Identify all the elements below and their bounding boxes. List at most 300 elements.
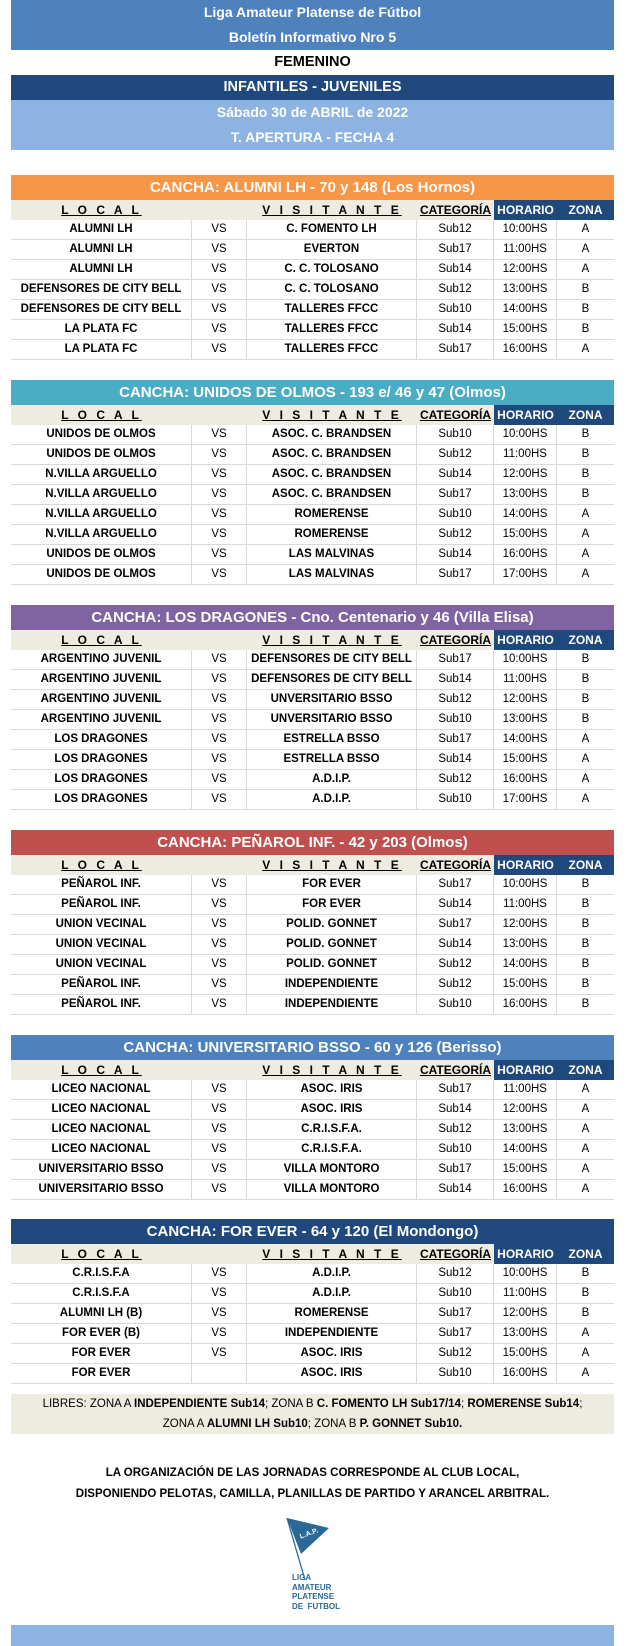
category: Sub17 (417, 485, 494, 504)
zone: B (581, 978, 590, 990)
col-header-visitante (247, 855, 417, 875)
local-team: LICEO NACIONAL (11, 1100, 192, 1119)
kickoff-time: 15:00HS (494, 1160, 557, 1179)
tournament-round: T. APERTURA - FECHA 4 (11, 125, 614, 150)
match-date: Sábado 30 de ABRIL de 2022 (11, 100, 614, 125)
kickoff-time: 16:00HS (494, 340, 557, 359)
match-row (11, 1324, 614, 1344)
cancha-section (11, 1035, 614, 1200)
col-header-vs (192, 630, 247, 650)
col-header-local (11, 1244, 192, 1264)
bottom-bar (11, 1625, 614, 1646)
match-row (11, 505, 614, 525)
col-header-local-label: L O C A L (61, 858, 142, 872)
category: Sub17 (417, 875, 494, 894)
col-header-categoria (417, 630, 494, 650)
kickoff-time: 17:00HS (494, 565, 557, 584)
match-row (11, 1344, 614, 1364)
local-team: N.VILLA ARGUELLO (11, 485, 192, 504)
vs-label: VS (192, 1264, 247, 1283)
vs-label: VS (192, 505, 247, 524)
kickoff-time: 15:00HS (494, 525, 557, 544)
vs-label: VS (192, 915, 247, 934)
match-row (11, 935, 614, 955)
match-row (11, 670, 614, 690)
libres-team: INDEPENDIENTE Sub14 (134, 1398, 265, 1410)
category: Sub17 (417, 1324, 494, 1343)
zone: B (581, 918, 590, 930)
organization-line-2: DISPONIENDO PELOTAS, CAMILLA, PLANILLAS DE PARTIDO Y ARANCEL ARBITRAL. (75, 1488, 550, 1500)
col-header-local-label: L O C A L (61, 203, 142, 217)
match-row (11, 650, 614, 670)
vs-label: VS (192, 670, 247, 689)
kickoff-time: 13:00HS (494, 1120, 557, 1139)
vs-label: VS (192, 995, 247, 1014)
column-header-row (11, 630, 614, 650)
local-team: ARGENTINO JUVENIL (11, 650, 192, 669)
kickoff-time: 11:00HS (494, 1284, 557, 1303)
vs-label: VS (192, 1304, 247, 1323)
col-header-zona-label: ZONA (568, 203, 603, 217)
category: Sub12 (417, 690, 494, 709)
visiting-team: DEFENSORES DE CITY BELL (247, 650, 417, 669)
kickoff-time: 11:00HS (494, 670, 557, 689)
category: Sub12 (417, 280, 494, 299)
kickoff-time: 12:00HS (494, 690, 557, 709)
gender-label: FEMENINO (11, 50, 614, 75)
kickoff-time: 11:00HS (494, 1080, 557, 1099)
kickoff-time: 10:00HS (494, 220, 557, 239)
match-row (11, 300, 614, 320)
visiting-team: TALLERES FFCC (247, 340, 417, 359)
kickoff-time: 14:00HS (494, 505, 557, 524)
zone: A (581, 793, 590, 805)
libres-text: ; ZONA B (307, 1418, 360, 1430)
col-header-zona (557, 630, 614, 650)
column-header-row (11, 1244, 614, 1264)
col-header-zona (557, 1244, 614, 1264)
local-team: ARGENTINO JUVENIL (11, 670, 192, 689)
libres-team: P. GONNET Sub10. (359, 1418, 463, 1430)
local-team: LICEO NACIONAL (11, 1140, 192, 1159)
category: Sub14 (417, 670, 494, 689)
match-row (11, 690, 614, 710)
match-row (11, 260, 614, 280)
league-title: Liga Amateur Platense de Fútbol (11, 0, 614, 25)
match-row (11, 1160, 614, 1180)
cancha-title: CANCHA: ALUMNI LH - 70 y 148 (Los Hornos) (11, 175, 614, 200)
match-row (11, 1284, 614, 1304)
visiting-team: VILLA MONTORO (247, 1160, 417, 1179)
visiting-team: UNVERSITARIO BSSO (247, 690, 417, 709)
visiting-team: LAS MALVINAS (247, 545, 417, 564)
col-header-visitante (247, 630, 417, 650)
zone: B (581, 938, 590, 950)
libres-line-1 (11, 1394, 614, 1414)
zone: A (581, 1367, 590, 1379)
local-team: UNIDOS DE OLMOS (11, 425, 192, 444)
col-header-visitante-label: V I S I T A N T E (262, 203, 402, 217)
vs-label: VS (192, 955, 247, 974)
column-header-row (11, 200, 614, 220)
local-team: DEFENSORES DE CITY BELL (11, 280, 192, 299)
logo-line: DE FUTBOL (292, 1601, 340, 1611)
match-row (11, 545, 614, 565)
visiting-team: ESTRELLA BSSO (247, 750, 417, 769)
local-team: UNIVERSITARIO BSSO (11, 1160, 192, 1179)
visiting-team: ROMERENSE (247, 1304, 417, 1323)
vs-label: VS (192, 650, 247, 669)
category: Sub14 (417, 465, 494, 484)
zone: B (581, 468, 590, 480)
match-row (11, 340, 614, 360)
col-header-categoria (417, 855, 494, 875)
column-header-row (11, 855, 614, 875)
kickoff-time: 11:00HS (494, 445, 557, 464)
category: Sub10 (417, 710, 494, 729)
category: Sub14 (417, 1180, 494, 1199)
kickoff-time: 15:00HS (494, 975, 557, 994)
col-header-categoria (417, 405, 494, 425)
col-header-local-label: L O C A L (61, 408, 142, 422)
col-header-zona-label: ZONA (568, 1063, 603, 1077)
visiting-team: TALLERES FFCC (247, 300, 417, 319)
zone: A (581, 753, 590, 765)
vs-label: VS (192, 710, 247, 729)
division-label: INFANTILES - JUVENILES (11, 75, 614, 100)
vs-label: VS (192, 445, 247, 464)
organization-line-1: LA ORGANIZACIÓN DE LAS JORNADAS CORRESPONDE AL CLUB LOCAL, (105, 1467, 520, 1479)
kickoff-time: 10:00HS (494, 1264, 557, 1283)
zone: A (581, 733, 590, 745)
match-row (11, 790, 614, 810)
zone: A (581, 548, 590, 560)
col-header-zona (557, 200, 614, 220)
local-team: LA PLATA FC (11, 340, 192, 359)
category: Sub17 (417, 1080, 494, 1099)
match-row (11, 485, 614, 505)
cancha-section (11, 605, 614, 810)
vs-label: VS (192, 525, 247, 544)
visiting-team: C.R.I.S.F.A. (247, 1140, 417, 1159)
vs-label: VS (192, 690, 247, 709)
zone: B (581, 448, 590, 460)
col-header-categoria-label: CATEGORÍA (419, 1247, 492, 1261)
visiting-team: INDEPENDIENTE (247, 975, 417, 994)
col-header-local-label: L O C A L (61, 1247, 142, 1261)
col-header-horario (494, 1060, 557, 1080)
zone: B (581, 283, 590, 295)
category: Sub17 (417, 340, 494, 359)
col-header-horario (494, 630, 557, 650)
kickoff-time: 13:00HS (494, 280, 557, 299)
match-row (11, 770, 614, 790)
category: Sub10 (417, 1140, 494, 1159)
local-team: PEÑAROL INF. (11, 895, 192, 914)
organization-note (11, 1463, 614, 1505)
match-row (11, 1140, 614, 1160)
col-header-visitante-label: V I S I T A N T E (262, 408, 402, 422)
zone: A (581, 1123, 590, 1135)
local-team: N.VILLA ARGUELLO (11, 525, 192, 544)
match-row (11, 1304, 614, 1324)
match-row (11, 565, 614, 585)
zone: A (581, 1103, 590, 1115)
match-row (11, 1180, 614, 1200)
match-row (11, 465, 614, 485)
local-team: PEÑAROL INF. (11, 975, 192, 994)
col-header-categoria-label: CATEGORÍA (419, 408, 492, 422)
zone: B (581, 713, 590, 725)
kickoff-time: 10:00HS (494, 425, 557, 444)
col-header-zona-label: ZONA (568, 858, 603, 872)
visiting-team: ASOC. C. BRANDSEN (247, 465, 417, 484)
col-header-horario-label: HORARIO (497, 858, 554, 872)
local-team: PEÑAROL INF. (11, 875, 192, 894)
category: Sub10 (417, 300, 494, 319)
vs-label: VS (192, 975, 247, 994)
vs-label: VS (192, 300, 247, 319)
kickoff-time: 16:00HS (494, 995, 557, 1014)
category: Sub12 (417, 525, 494, 544)
vs-label: VS (192, 260, 247, 279)
vs-label: VS (192, 565, 247, 584)
cancha-section (11, 1219, 614, 1384)
visiting-team: A.D.I.P. (247, 770, 417, 789)
zone: A (581, 343, 590, 355)
match-row (11, 955, 614, 975)
libres-text: ZONA A (162, 1418, 207, 1430)
zone: A (581, 1163, 590, 1175)
category: Sub10 (417, 1364, 494, 1383)
logo-wordmark (292, 1573, 340, 1611)
match-row (11, 320, 614, 340)
local-team: UNION VECINAL (11, 935, 192, 954)
local-team: N.VILLA ARGUELLO (11, 505, 192, 524)
col-header-categoria (417, 200, 494, 220)
col-header-categoria-label: CATEGORÍA (419, 633, 492, 647)
libres-note (11, 1394, 614, 1434)
local-team: FOR EVER (11, 1364, 192, 1383)
visiting-team: ASOC. IRIS (247, 1364, 417, 1383)
visiting-team: ROMERENSE (247, 505, 417, 524)
kickoff-time: 13:00HS (494, 935, 557, 954)
zone: B (581, 428, 590, 440)
category: Sub10 (417, 1284, 494, 1303)
cancha-title: CANCHA: UNIVERSITARIO BSSO - 60 y 126 (Berisso) (11, 1035, 614, 1060)
bulletin-number: Boletín Informativo Nro 5 (11, 25, 614, 50)
visiting-team: LAS MALVINAS (247, 565, 417, 584)
match-row (11, 995, 614, 1015)
kickoff-time: 15:00HS (494, 320, 557, 339)
col-header-zona-label: ZONA (568, 633, 603, 647)
col-header-visitante-label: V I S I T A N T E (262, 858, 402, 872)
col-header-zona (557, 405, 614, 425)
category: Sub17 (417, 650, 494, 669)
cancha-section (11, 830, 614, 1015)
zone: A (581, 508, 590, 520)
local-team: ALUMNI LH (B) (11, 1304, 192, 1323)
vs-label: VS (192, 1120, 247, 1139)
category: Sub12 (417, 1120, 494, 1139)
kickoff-time: 16:00HS (494, 770, 557, 789)
libres-team: ROMERENSE Sub14 (467, 1398, 580, 1410)
kickoff-time: 10:00HS (494, 650, 557, 669)
kickoff-time: 12:00HS (494, 1304, 557, 1323)
zone: B (581, 673, 590, 685)
kickoff-time: 13:00HS (494, 710, 557, 729)
local-team: UNIDOS DE OLMOS (11, 565, 192, 584)
visiting-team: FOR EVER (247, 895, 417, 914)
category: Sub14 (417, 1100, 494, 1119)
col-header-zona-label: ZONA (568, 408, 603, 422)
kickoff-time: 16:00HS (494, 1180, 557, 1199)
visiting-team: POLID. GONNET (247, 955, 417, 974)
vs-label: VS (192, 220, 247, 239)
col-header-vs (192, 855, 247, 875)
kickoff-time: 12:00HS (494, 465, 557, 484)
kickoff-time: 14:00HS (494, 955, 557, 974)
kickoff-time: 13:00HS (494, 1324, 557, 1343)
match-row (11, 915, 614, 935)
visiting-team: C. C. TOLOSANO (247, 260, 417, 279)
zone: A (581, 1083, 590, 1095)
match-row (11, 445, 614, 465)
zone: A (581, 223, 590, 235)
local-team: ARGENTINO JUVENIL (11, 710, 192, 729)
logo-line: LIGA (292, 1573, 312, 1582)
visiting-team: ESTRELLA BSSO (247, 730, 417, 749)
col-header-zona-label: ZONA (568, 1247, 603, 1261)
col-header-local (11, 405, 192, 425)
zone: A (581, 243, 590, 255)
bulletin-header (11, 0, 614, 150)
col-header-visitante (247, 1060, 417, 1080)
visiting-team: TALLERES FFCC (247, 320, 417, 339)
category: Sub14 (417, 750, 494, 769)
visiting-team: DEFENSORES DE CITY BELL (247, 670, 417, 689)
kickoff-time: 12:00HS (494, 260, 557, 279)
local-team: LICEO NACIONAL (11, 1080, 192, 1099)
category: Sub17 (417, 240, 494, 259)
vs-label: VS (192, 750, 247, 769)
category: Sub12 (417, 1344, 494, 1363)
zone: B (581, 1267, 590, 1279)
cancha-title: CANCHA: FOR EVER - 64 y 120 (El Mondongo) (11, 1219, 614, 1244)
match-row (11, 425, 614, 445)
col-header-zona (557, 1060, 614, 1080)
col-header-horario-label: HORARIO (497, 408, 554, 422)
vs-label: VS (192, 1140, 247, 1159)
kickoff-time: 14:00HS (494, 730, 557, 749)
visiting-team: INDEPENDIENTE (247, 995, 417, 1014)
match-row (11, 1100, 614, 1120)
logo-flag-text: L.A.P. (298, 1527, 320, 1541)
col-header-categoria-label: CATEGORÍA (419, 1063, 492, 1077)
logo-line: PLATENSE (292, 1592, 335, 1601)
zone: B (581, 303, 590, 315)
local-team: FOR EVER (B) (11, 1324, 192, 1343)
vs-label: VS (192, 485, 247, 504)
category: Sub14 (417, 260, 494, 279)
vs-label: VS (192, 320, 247, 339)
kickoff-time: 12:00HS (494, 1100, 557, 1119)
kickoff-time: 15:00HS (494, 750, 557, 769)
match-row (11, 750, 614, 770)
col-header-visitante (247, 405, 417, 425)
vs-label: VS (192, 240, 247, 259)
zone: A (581, 1327, 590, 1339)
vs-label: VS (192, 1100, 247, 1119)
col-header-horario (494, 1244, 557, 1264)
col-header-categoria (417, 1244, 494, 1264)
col-header-local-label: L O C A L (61, 633, 142, 647)
column-header-row (11, 1060, 614, 1080)
visiting-team: A.D.I.P. (247, 1284, 417, 1303)
zone: B (581, 653, 590, 665)
vs-label: VS (192, 1180, 247, 1199)
local-team: LICEO NACIONAL (11, 1120, 192, 1139)
cancha-section (11, 175, 614, 360)
col-header-vs (192, 405, 247, 425)
vs-label: VS (192, 1080, 247, 1099)
visiting-team: ASOC. IRIS (247, 1080, 417, 1099)
local-team: LOS DRAGONES (11, 730, 192, 749)
match-row (11, 1080, 614, 1100)
category: Sub17 (417, 915, 494, 934)
local-team: C.R.I.S.F.A (11, 1264, 192, 1283)
col-header-local-label: L O C A L (61, 1063, 142, 1077)
col-header-vs (192, 200, 247, 220)
local-team: C.R.I.S.F.A (11, 1284, 192, 1303)
zone: A (581, 528, 590, 540)
col-header-categoria-label: CATEGORÍA (419, 858, 492, 872)
category: Sub10 (417, 790, 494, 809)
libres-text: ; ZONA B (265, 1398, 317, 1410)
visiting-team: C.R.I.S.F.A. (247, 1120, 417, 1139)
visiting-team: FOR EVER (247, 875, 417, 894)
match-row (11, 895, 614, 915)
zone: A (581, 773, 590, 785)
kickoff-time: 11:00HS (494, 895, 557, 914)
local-team: ARGENTINO JUVENIL (11, 690, 192, 709)
visiting-team: POLID. GONNET (247, 935, 417, 954)
local-team: UNIVERSITARIO BSSO (11, 1180, 192, 1199)
category: Sub12 (417, 1264, 494, 1283)
visiting-team: UNVERSITARIO BSSO (247, 710, 417, 729)
column-header-row (11, 405, 614, 425)
vs-label: VS (192, 730, 247, 749)
category: Sub10 (417, 995, 494, 1014)
local-team: LA PLATA FC (11, 320, 192, 339)
zone: A (581, 1347, 590, 1359)
zone: B (581, 898, 590, 910)
category: Sub12 (417, 220, 494, 239)
category: Sub10 (417, 425, 494, 444)
col-header-visitante (247, 1244, 417, 1264)
visiting-team: ASOC. IRIS (247, 1100, 417, 1119)
col-header-zona (557, 855, 614, 875)
vs-label: VS (192, 465, 247, 484)
col-header-horario-label: HORARIO (497, 203, 554, 217)
match-row (11, 240, 614, 260)
visiting-team: A.D.I.P. (247, 1264, 417, 1283)
kickoff-time: 15:00HS (494, 1344, 557, 1363)
libres-text: ; (460, 1398, 468, 1410)
visiting-team: ASOC. C. BRANDSEN (247, 425, 417, 444)
vs-label: VS (192, 1344, 247, 1363)
category: Sub14 (417, 895, 494, 914)
